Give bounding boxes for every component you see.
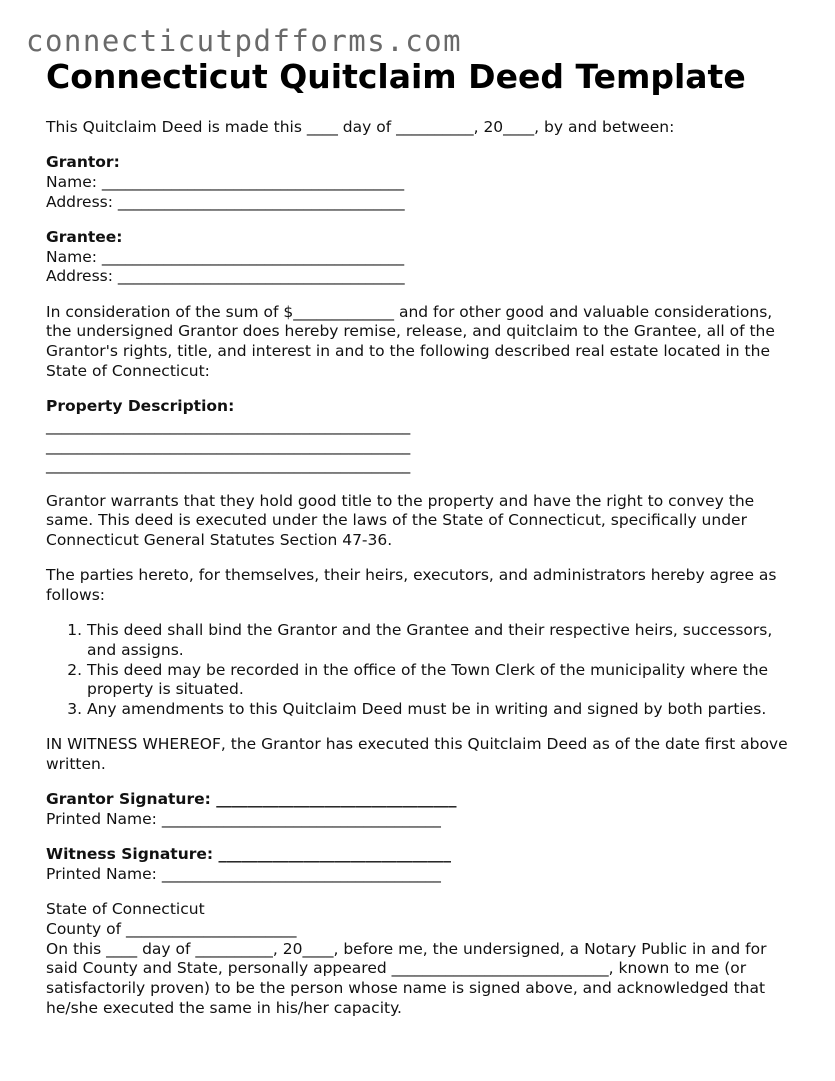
intro-paragraph: This Quitclaim Deed is made this ____ day of __________, 20____, by and between: — [46, 118, 675, 136]
witness-printed-name-field: Printed Name: ____________________________________ — [46, 865, 441, 884]
property-line: _______________________________________________ — [46, 436, 411, 455]
grantee-address-field: Address: _____________________________________ — [46, 267, 405, 286]
grantor-address-field: Address: _____________________________________ — [46, 192, 405, 211]
grantor-printed-name-field: Printed Name: ____________________________________ — [46, 810, 441, 829]
property-heading: Property Description: — [46, 397, 235, 416]
consideration-paragraph: In consideration of the sum of $_____________ and for other good and valuable considerations, the undersigned Grantor does hereby remise, release, and quitclaim to the Grantee, all of the Grantor's rights, title, and interest in and to the following described real estate located in the State of Connecticut: — [46, 302, 775, 380]
list-item: 3. Any amendments to this Quitclaim Deed must be in writing and signed by both parties. — [87, 700, 796, 720]
grantee-heading: Grantee: — [46, 228, 123, 246]
grantor-signature-field: Grantor Signature: _______________________________ — [46, 790, 457, 809]
terms-list — [46, 621, 796, 720]
notary-acknowledgment: On this ____ day of __________, 20____, before me, the undersigned, a Notary Public in and for said County and State, personally appeared ____________________________, known to me (or satisfactorily proven) to be the person whose name is signed above, and acknowledged that he/she executed the same in his/her capacity. — [46, 939, 767, 1017]
site-watermark: connecticutpdfforms.com — [26, 24, 463, 58]
grantee-name-field: Name: _______________________________________ — [46, 247, 405, 266]
grantor-section — [46, 153, 796, 212]
notary-section — [46, 900, 796, 1018]
deed-body — [46, 118, 796, 1034]
grantor-heading: Grantor: — [46, 153, 120, 172]
grantor-name-field: Name: _______________________________________ — [46, 173, 405, 191]
page-title: Connecticut Quitclaim Deed Template — [46, 57, 746, 96]
grantee-section — [46, 228, 796, 287]
property-section — [46, 397, 796, 476]
list-item: 2. This deed may be recorded in the office of the Town Clerk of the municipality where the property is situated. — [87, 661, 796, 700]
list-item: 1. This deed shall bind the Grantor and the Grantee and their respective heirs, successors, and assigns. — [87, 621, 796, 660]
witness-clause: IN WITNESS WHEREOF, the Grantor has executed this Quitclaim Deed as of the date first above written. — [46, 735, 788, 774]
witness-signature-block — [46, 845, 796, 884]
witness-signature-field: Witness Signature: ______________________________ — [46, 845, 451, 864]
property-line: _______________________________________________ — [46, 416, 411, 435]
warranty-paragraph: Grantor warrants that they hold good title to the property and have the right to convey the same. This deed is executed under the laws of the State of Connecticut, specifically under Connecticut General Statutes Section 47-36. — [46, 491, 755, 549]
notary-county: County of ______________________ — [46, 920, 297, 939]
property-line: _______________________________________________ — [46, 456, 411, 475]
agreement-paragraph: The parties hereto, for themselves, their heirs, executors, and administrators hereby agree as follows: — [46, 566, 777, 604]
notary-state: State of Connecticut — [46, 900, 205, 919]
grantor-signature-block — [46, 790, 796, 829]
